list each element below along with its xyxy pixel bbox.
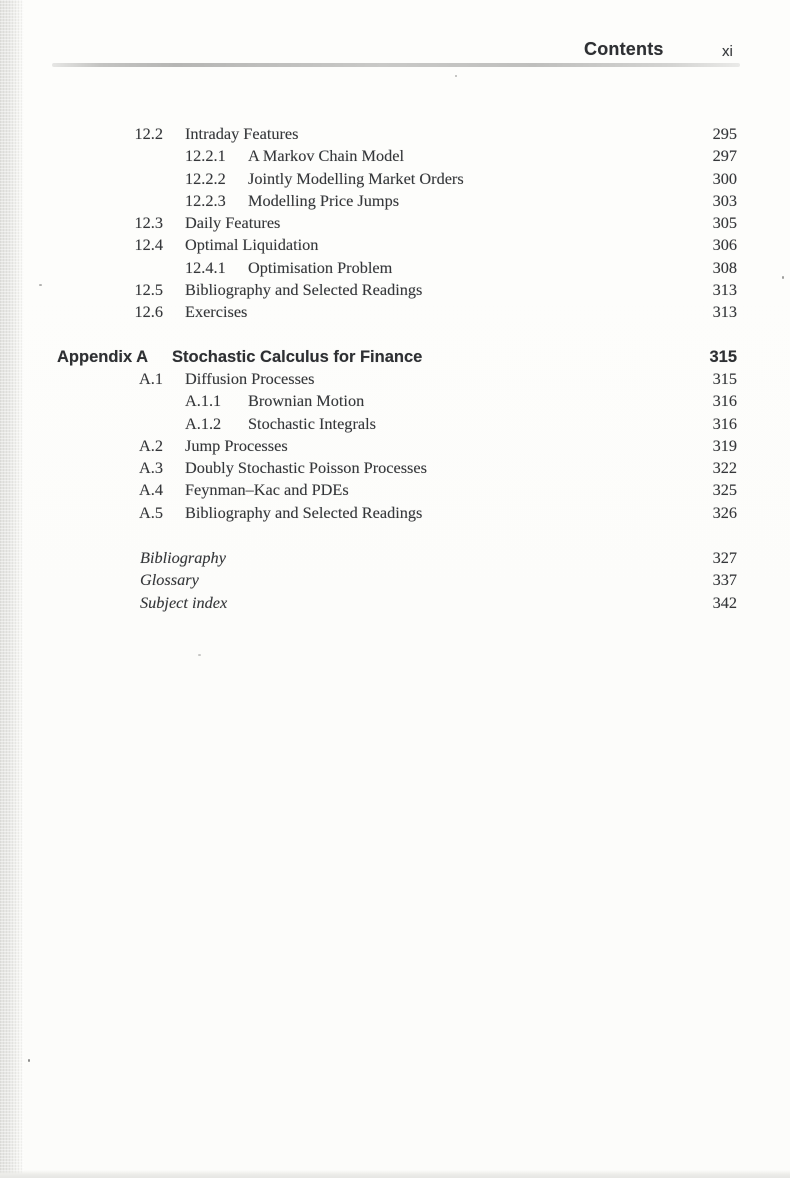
entry-number: 12.4 [134,235,163,255]
entry-page: 305 [712,213,737,233]
entry-number: 12.2.1 [185,146,226,166]
scan-speck [782,276,784,279]
toc-entry [0,547,790,569]
page-number-label: xi [722,43,733,60]
entry-title: Subject index [140,592,228,612]
entry-page: 313 [712,280,737,300]
running-header-title: Contents [584,39,664,59]
entry-number: A.1 [139,368,163,388]
toc-entry [0,390,790,412]
entry-page: 342 [712,592,737,612]
entry-page: 308 [712,257,737,277]
entry-page: 313 [712,302,737,322]
toc-entry [0,479,790,501]
header-rule [52,63,740,67]
toc-entry [0,234,790,256]
entry-number: A.3 [139,458,163,478]
entry-page: 319 [712,435,737,455]
toc-entry [0,457,790,479]
scanned-page-bottom-edge [0,1170,790,1178]
entry-title: Stochastic Calculus for Finance [172,347,423,366]
entry-page: 337 [712,570,737,590]
entry-page: 300 [712,168,737,188]
toc-list [0,123,790,614]
scan-speck [28,1059,30,1062]
entry-title: Stochastic Integrals [248,413,376,433]
entry-page: 303 [712,190,737,210]
toc-entry [0,301,790,323]
entry-number: 12.2 [134,124,163,143]
entry-title: Optimal Liquidation [185,235,319,255]
scan-speck [198,654,201,656]
entry-title: Brownian Motion [248,391,365,411]
entry-title: Optimisation Problem [248,257,393,277]
entry-title: Exercises [185,302,248,322]
entry-page: 297 [712,146,737,166]
entry-page: 316 [712,391,737,411]
toc-entry [0,168,790,190]
entry-page: 315 [709,347,737,366]
entry-page: 325 [712,480,737,500]
scan-speck [455,75,457,77]
entry-page: 295 [712,124,737,143]
toc-entry [0,435,790,457]
entry-title: Jointly Modelling Market Orders [248,168,464,188]
entry-number: A.1.2 [185,413,222,433]
entry-number: 12.3 [134,213,163,233]
entry-title: A Markov Chain Model [248,146,405,166]
entry-page: 306 [712,235,737,255]
toc-entry [0,413,790,435]
toc-entry [0,368,790,390]
entry-number: 12.2.2 [185,168,226,188]
entry-number: A.4 [139,480,163,500]
entry-page: 315 [712,368,737,388]
toc-entry [0,257,790,279]
toc-entry [0,145,790,167]
entry-page: 322 [712,458,737,478]
entry-number: Appendix A [57,347,149,366]
toc-entry [0,346,790,368]
entry-number: 12.6 [134,302,163,322]
toc-entry [0,212,790,234]
toc-entry [0,569,790,591]
entry-number: 12.4.1 [185,257,226,277]
toc-entry [0,502,790,524]
entry-title: Jump Processes [185,435,288,455]
entry-title: Bibliography [140,548,226,568]
entry-number: A.5 [139,502,163,522]
entry-title: Daily Features [185,213,281,233]
entry-title: Diffusion Processes [185,368,315,388]
toc-entry [0,592,790,614]
entry-title: Bibliography and Selected Readings [185,502,423,522]
toc-entry [0,190,790,212]
entry-page: 326 [712,502,737,522]
entry-title: Feynman–Kac and PDEs [185,480,349,500]
scan-speck [39,284,42,286]
entry-number: 12.5 [134,280,163,300]
entry-page: 327 [712,548,737,568]
toc-entry [0,123,790,145]
entry-number: A.1.1 [185,391,222,411]
entry-page: 316 [712,413,737,433]
entry-title: Glossary [140,570,199,590]
entry-title: Intraday Features [185,124,299,143]
entry-title: Doubly Stochastic Poisson Processes [185,458,427,478]
toc-entry [0,279,790,301]
entry-title: Modelling Price Jumps [248,190,400,210]
entry-title: Bibliography and Selected Readings [185,280,423,300]
entry-number: A.2 [139,435,163,455]
entry-number: 12.2.3 [185,190,226,210]
